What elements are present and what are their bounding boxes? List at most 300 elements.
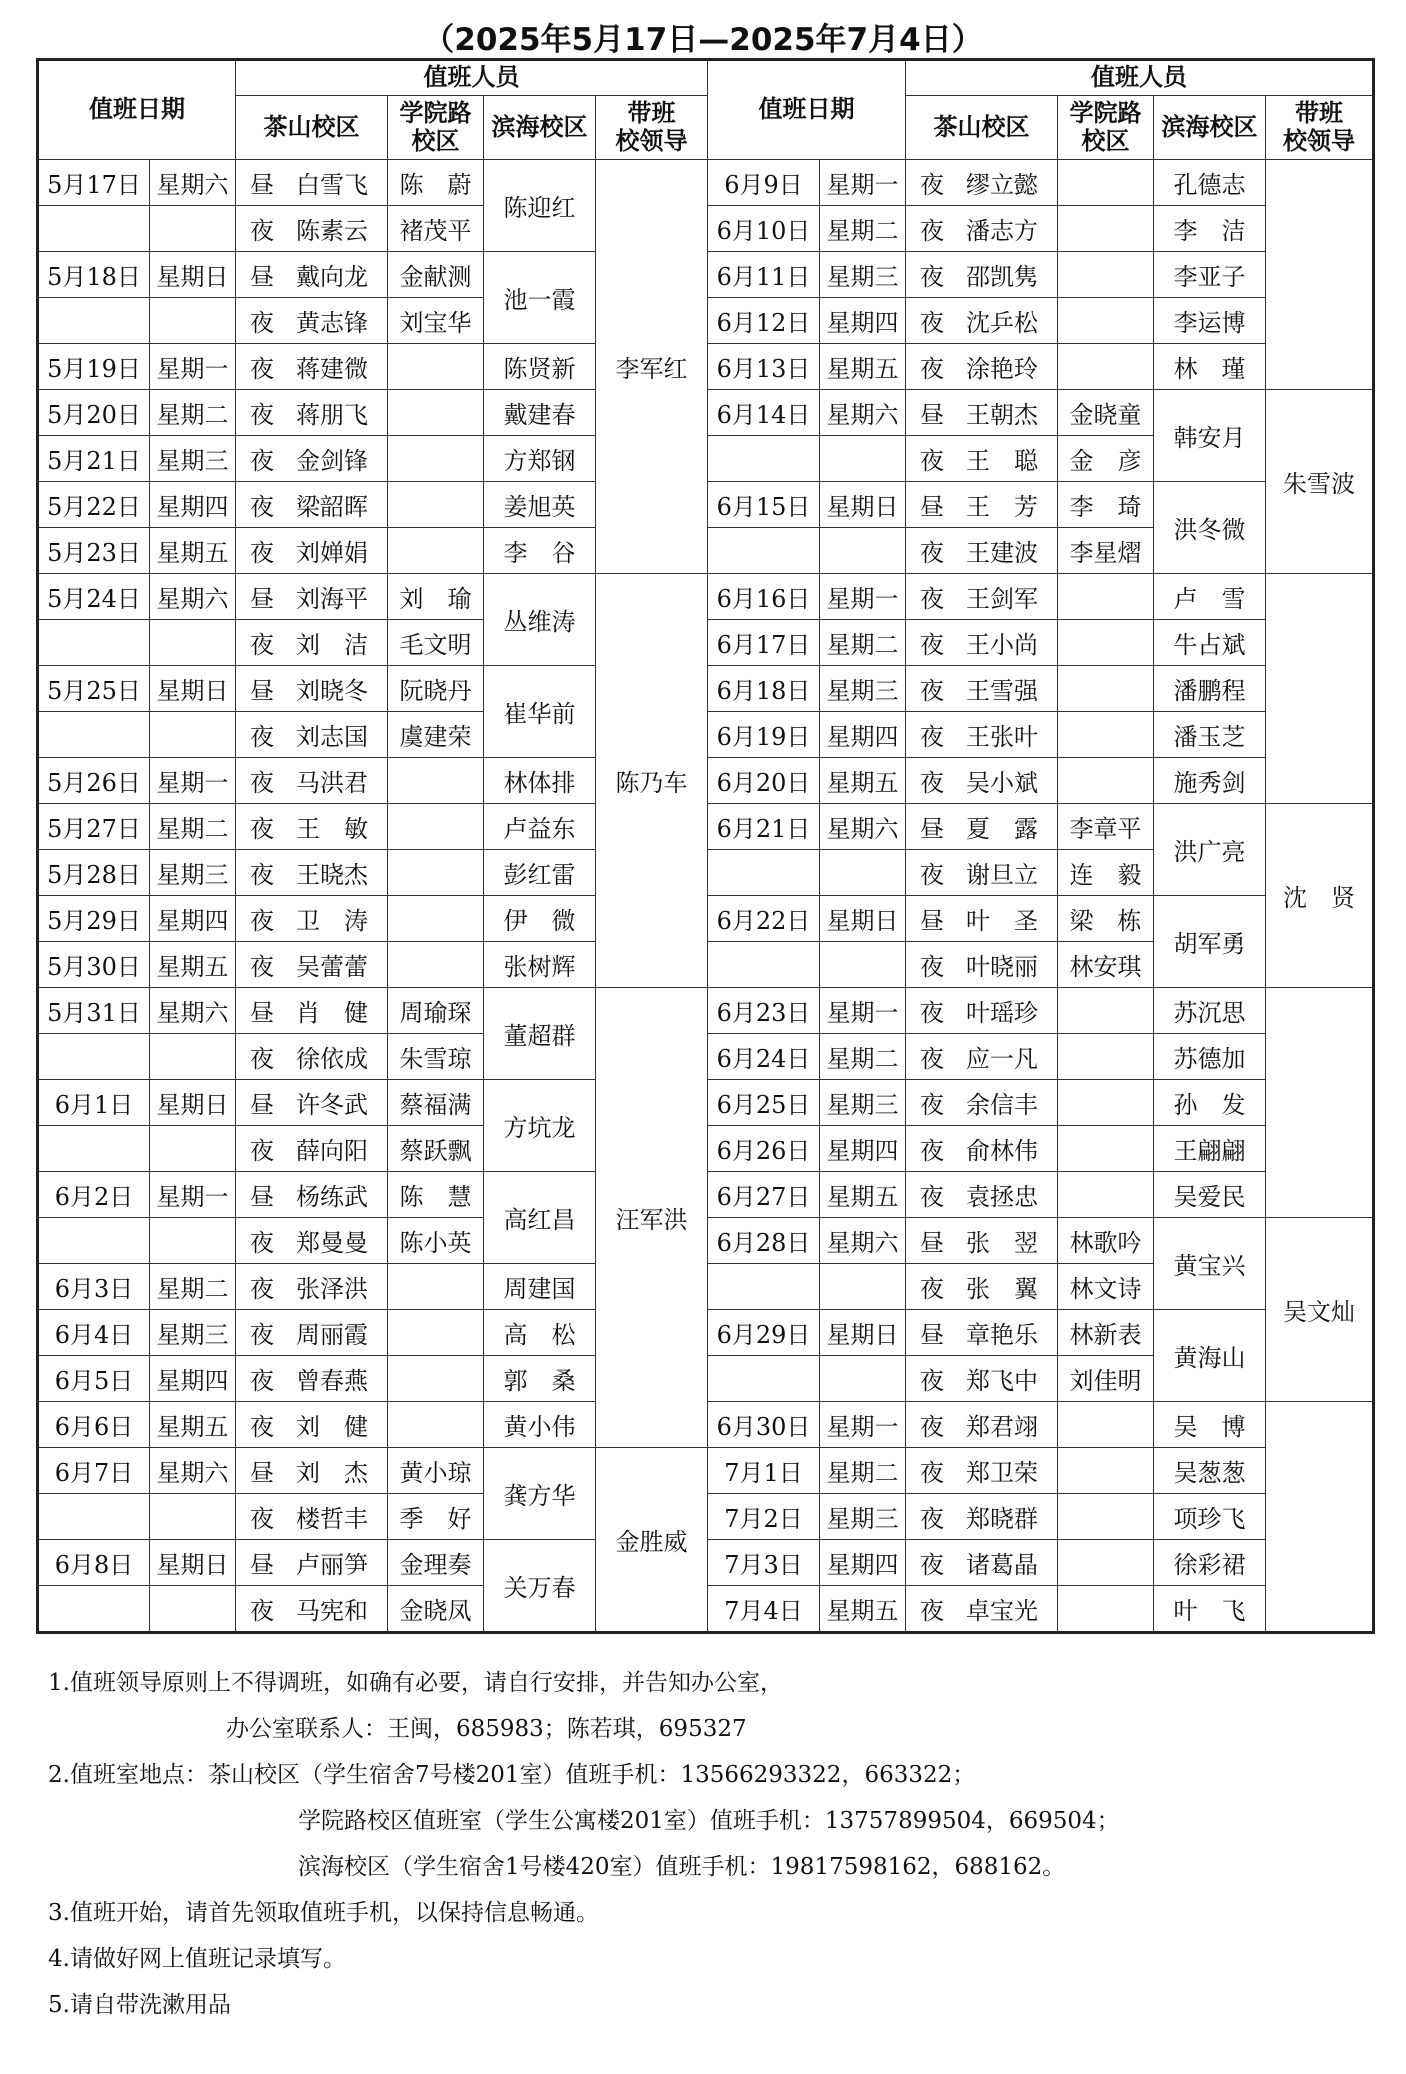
left-xueyuanlu-cell [388, 528, 484, 574]
right-xueyuanlu-cell [1058, 344, 1154, 390]
left-chashan-cell [236, 988, 388, 1034]
notes-section [48, 1660, 1368, 2028]
staff-name: 王晓杰 [296, 861, 368, 889]
left-xueyuanlu-cell [388, 344, 484, 390]
left-weekday-cell: 星期六 [150, 160, 236, 206]
staff-name: 涂艳玲 [966, 355, 1038, 383]
shift-label: 夜 [250, 309, 274, 337]
right-date-cell: 6月14日 [708, 390, 820, 436]
left-date-cell [38, 206, 150, 252]
left-binhai-cell: 关万春 [484, 1540, 596, 1633]
right-xueyuanlu-cell [1058, 206, 1154, 252]
header-binhai-right: 滨海校区 [1154, 96, 1266, 160]
shift-label: 夜 [920, 1183, 944, 1211]
staff-name: 王剑军 [966, 585, 1038, 613]
left-xueyuanlu-cell: 周瑜琛 [388, 988, 484, 1034]
left-xueyuanlu-cell: 金献测 [388, 252, 484, 298]
left-chashan-cell [236, 160, 388, 206]
shift-label: 夜 [920, 769, 944, 797]
right-weekday-cell: 星期四 [820, 1540, 906, 1586]
staff-name: 刘 健 [296, 1413, 368, 1441]
right-chashan-cell [906, 758, 1058, 804]
staff-name: 郑君翊 [966, 1413, 1038, 1441]
right-date-cell: 6月29日 [708, 1310, 820, 1356]
staff-name: 张 翼 [966, 1275, 1038, 1303]
right-binhai-cell: 李 洁 [1154, 206, 1266, 252]
left-date-cell: 5月24日 [38, 574, 150, 620]
left-chashan-cell [236, 1310, 388, 1356]
left-xueyuanlu-cell: 毛文明 [388, 620, 484, 666]
right-weekday-cell: 星期五 [820, 1586, 906, 1633]
right-xueyuanlu-cell [1058, 1494, 1154, 1540]
staff-name: 潘志方 [966, 217, 1038, 245]
right-binhai-cell: 李运博 [1154, 298, 1266, 344]
right-date-cell: 6月18日 [708, 666, 820, 712]
left-chashan-cell [236, 482, 388, 528]
staff-name: 王雪强 [966, 677, 1038, 705]
left-date-cell [38, 1494, 150, 1540]
right-xueyuanlu-cell: 李 琦 [1058, 482, 1154, 528]
right-leader-cell [1266, 988, 1374, 1218]
left-chashan-cell [236, 620, 388, 666]
right-date-cell: 6月26日 [708, 1126, 820, 1172]
shift-label: 昼 [250, 1091, 274, 1119]
left-weekday-cell: 星期日 [150, 252, 236, 298]
shift-label: 夜 [920, 999, 944, 1027]
left-weekday-cell: 星期四 [150, 482, 236, 528]
right-date-cell: 7月3日 [708, 1540, 820, 1586]
right-chashan-cell [906, 666, 1058, 712]
right-chashan-cell [906, 988, 1058, 1034]
left-binhai-cell: 彭红雷 [484, 850, 596, 896]
left-binhai-cell: 丛维涛 [484, 574, 596, 666]
left-date-cell: 5月19日 [38, 344, 150, 390]
right-weekday-cell: 星期一 [820, 160, 906, 206]
left-chashan-cell [236, 666, 388, 712]
left-chashan-cell [236, 344, 388, 390]
shift-label: 夜 [250, 723, 274, 751]
right-weekday-cell: 星期二 [820, 1448, 906, 1494]
staff-name: 应一凡 [966, 1045, 1038, 1073]
right-chashan-cell [906, 390, 1058, 436]
left-xueyuanlu-cell [388, 482, 484, 528]
left-weekday-cell [150, 206, 236, 252]
note-line: 办公室联系人：王闽，685983；陈若琪，695327 [226, 1716, 747, 1742]
header-duty-staff-left: 值班人员 [236, 60, 708, 96]
left-binhai-cell: 陈贤新 [484, 344, 596, 390]
left-chashan-cell [236, 252, 388, 298]
shift-label: 夜 [250, 217, 274, 245]
left-date-cell: 6月5日 [38, 1356, 150, 1402]
page-title: （2025年5月17日—2025年7月4日） [423, 22, 983, 58]
right-weekday-cell [820, 942, 906, 988]
right-date-cell: 7月2日 [708, 1494, 820, 1540]
left-binhai-cell: 高 松 [484, 1310, 596, 1356]
shift-label: 昼 [920, 1321, 944, 1349]
left-weekday-cell: 星期日 [150, 1080, 236, 1126]
left-binhai-cell: 高红昌 [484, 1172, 596, 1264]
left-chashan-cell [236, 1494, 388, 1540]
right-weekday-cell: 星期一 [820, 988, 906, 1034]
right-chashan-cell [906, 574, 1058, 620]
staff-name: 余信丰 [966, 1091, 1038, 1119]
staff-name: 王朝杰 [966, 401, 1038, 429]
staff-name: 俞林伟 [966, 1137, 1038, 1165]
right-leader-cell: 吴文灿 [1266, 1218, 1374, 1402]
left-weekday-cell: 星期一 [150, 758, 236, 804]
staff-name: 徐依成 [296, 1045, 368, 1073]
shift-label: 夜 [920, 1505, 944, 1533]
right-binhai-cell: 韩安月 [1154, 390, 1266, 482]
shift-label: 夜 [920, 1367, 944, 1395]
right-date-cell: 6月22日 [708, 896, 820, 942]
right-date-cell: 6月21日 [708, 804, 820, 850]
shift-label: 夜 [250, 631, 274, 659]
left-weekday-cell [150, 298, 236, 344]
right-weekday-cell: 星期三 [820, 1494, 906, 1540]
left-xueyuanlu-cell: 虞建荣 [388, 712, 484, 758]
right-chashan-cell [906, 1494, 1058, 1540]
left-binhai-cell: 方郑钢 [484, 436, 596, 482]
right-weekday-cell: 星期三 [820, 1080, 906, 1126]
shift-label: 夜 [250, 1321, 274, 1349]
table-row [38, 160, 1374, 206]
right-weekday-cell: 星期二 [820, 620, 906, 666]
right-xueyuanlu-cell [1058, 160, 1154, 206]
left-binhai-cell: 陈迎红 [484, 160, 596, 252]
right-chashan-cell [906, 160, 1058, 206]
left-chashan-cell [236, 712, 388, 758]
staff-name: 马洪君 [296, 769, 368, 797]
right-binhai-cell: 李亚子 [1154, 252, 1266, 298]
staff-name: 郑晓群 [966, 1505, 1038, 1533]
staff-name: 袁拯忠 [966, 1183, 1038, 1211]
staff-name: 缪立懿 [966, 171, 1038, 199]
right-xueyuanlu-cell [1058, 1540, 1154, 1586]
staff-name: 马宪和 [296, 1597, 368, 1625]
left-xueyuanlu-cell: 刘 瑜 [388, 574, 484, 620]
left-date-cell [38, 1586, 150, 1633]
left-weekday-cell: 星期三 [150, 1310, 236, 1356]
right-chashan-cell [906, 1172, 1058, 1218]
right-weekday-cell: 星期日 [820, 1310, 906, 1356]
left-date-cell: 5月25日 [38, 666, 150, 712]
right-xueyuanlu-cell [1058, 620, 1154, 666]
left-xueyuanlu-cell: 阮晓丹 [388, 666, 484, 712]
header-duty-date-right: 值班日期 [708, 60, 906, 160]
shift-label: 夜 [920, 861, 944, 889]
right-leader-cell: 沈 贤 [1266, 804, 1374, 988]
shift-label: 昼 [250, 1551, 274, 1579]
shift-label: 昼 [250, 999, 274, 1027]
right-xueyuanlu-cell [1058, 1126, 1154, 1172]
right-date-cell: 6月28日 [708, 1218, 820, 1264]
right-chashan-cell [906, 1356, 1058, 1402]
left-date-cell: 5月21日 [38, 436, 150, 482]
right-date-cell: 6月23日 [708, 988, 820, 1034]
shift-label: 夜 [920, 171, 944, 199]
right-xueyuanlu-cell [1058, 1586, 1154, 1633]
note-line: 滨海校区（学生宿舍1号楼420室）值班手机：19817598162，688162。 [298, 1854, 1066, 1880]
right-chashan-cell [906, 1402, 1058, 1448]
table-row [38, 574, 1374, 620]
right-weekday-cell: 星期一 [820, 1402, 906, 1448]
left-chashan-cell [236, 390, 388, 436]
right-weekday-cell: 星期四 [820, 1126, 906, 1172]
right-weekday-cell: 星期五 [820, 344, 906, 390]
staff-name: 诸葛晶 [966, 1551, 1038, 1579]
staff-name: 王 芳 [966, 493, 1038, 521]
right-xueyuanlu-cell: 林安琪 [1058, 942, 1154, 988]
left-date-cell [38, 1034, 150, 1080]
staff-name: 叶瑶珍 [966, 999, 1038, 1027]
staff-name: 郑飞中 [966, 1367, 1038, 1395]
shift-label: 夜 [250, 769, 274, 797]
staff-name: 许冬武 [296, 1091, 368, 1119]
left-date-cell [38, 620, 150, 666]
shift-label: 夜 [920, 1597, 944, 1625]
shift-label: 夜 [250, 815, 274, 843]
shift-label: 夜 [250, 907, 274, 935]
right-date-cell: 6月13日 [708, 344, 820, 390]
staff-name: 王张叶 [966, 723, 1038, 751]
note-line: 1.值班领导原则上不得调班，如确有必要，请自行安排，并告知办公室， [48, 1670, 783, 1696]
left-weekday-cell: 星期日 [150, 666, 236, 712]
left-chashan-cell [236, 1264, 388, 1310]
shift-label: 夜 [250, 953, 274, 981]
left-chashan-cell [236, 298, 388, 344]
right-weekday-cell: 星期二 [820, 1034, 906, 1080]
left-date-cell: 5月18日 [38, 252, 150, 298]
right-xueyuanlu-cell [1058, 1448, 1154, 1494]
shift-label: 夜 [920, 1275, 944, 1303]
right-xueyuanlu-cell: 林新表 [1058, 1310, 1154, 1356]
right-binhai-cell: 叶 飞 [1154, 1586, 1266, 1633]
staff-name: 肖 健 [296, 999, 368, 1027]
left-weekday-cell: 星期四 [150, 896, 236, 942]
left-weekday-cell [150, 1218, 236, 1264]
left-date-cell: 5月28日 [38, 850, 150, 896]
left-chashan-cell [236, 1586, 388, 1633]
right-xueyuanlu-cell [1058, 252, 1154, 298]
left-date-cell: 6月1日 [38, 1080, 150, 1126]
right-date-cell: 7月1日 [708, 1448, 820, 1494]
shift-label: 昼 [250, 171, 274, 199]
left-xueyuanlu-cell: 陈 慧 [388, 1172, 484, 1218]
shift-label: 夜 [250, 401, 274, 429]
right-chashan-cell [906, 1264, 1058, 1310]
left-chashan-cell [236, 1034, 388, 1080]
right-date-cell: 6月20日 [708, 758, 820, 804]
shift-label: 夜 [920, 1459, 944, 1487]
right-weekday-cell [820, 528, 906, 574]
left-weekday-cell: 星期五 [150, 942, 236, 988]
left-binhai-cell: 姜旭英 [484, 482, 596, 528]
right-chashan-cell [906, 1448, 1058, 1494]
right-binhai-cell: 孔德志 [1154, 160, 1266, 206]
left-weekday-cell: 星期四 [150, 1356, 236, 1402]
left-xueyuanlu-cell [388, 390, 484, 436]
left-binhai-cell: 伊 微 [484, 896, 596, 942]
header-chashan-left: 茶山校区 [236, 96, 388, 160]
staff-name: 夏 露 [966, 815, 1038, 843]
staff-name: 张 翌 [966, 1229, 1038, 1257]
header-binhai-left: 滨海校区 [484, 96, 596, 160]
staff-name: 沈乒松 [966, 309, 1038, 337]
right-xueyuanlu-cell: 李星熠 [1058, 528, 1154, 574]
staff-name: 吴小斌 [966, 769, 1038, 797]
right-xueyuanlu-cell [1058, 1172, 1154, 1218]
shift-label: 夜 [920, 309, 944, 337]
staff-name: 蒋建微 [296, 355, 368, 383]
note-line: 学院路校区值班室（学生公寓楼201室）值班手机：13757899504，669504； [298, 1808, 1120, 1834]
shift-label: 夜 [250, 1367, 274, 1395]
left-chashan-cell [236, 896, 388, 942]
left-chashan-cell [236, 804, 388, 850]
right-leader-cell: 朱雪波 [1266, 390, 1374, 574]
staff-name: 刘志国 [296, 723, 368, 751]
shift-label: 昼 [920, 815, 944, 843]
left-date-cell [38, 1126, 150, 1172]
left-date-cell: 6月4日 [38, 1310, 150, 1356]
right-chashan-cell [906, 252, 1058, 298]
shift-label: 夜 [920, 631, 944, 659]
left-binhai-cell: 龚方华 [484, 1448, 596, 1540]
staff-name: 白雪飞 [296, 171, 368, 199]
left-date-cell [38, 298, 150, 344]
staff-name: 刘 洁 [296, 631, 368, 659]
right-xueyuanlu-cell: 李章平 [1058, 804, 1154, 850]
left-xueyuanlu-cell [388, 1310, 484, 1356]
right-date-cell: 7月4日 [708, 1586, 820, 1633]
left-date-cell: 5月26日 [38, 758, 150, 804]
right-date-cell [708, 528, 820, 574]
left-date-cell: 5月30日 [38, 942, 150, 988]
left-weekday-cell [150, 1586, 236, 1633]
right-binhai-cell: 黄海山 [1154, 1310, 1266, 1402]
shift-label: 夜 [250, 447, 274, 475]
right-date-cell: 6月10日 [708, 206, 820, 252]
right-date-cell: 6月9日 [708, 160, 820, 206]
right-xueyuanlu-cell: 林歌吟 [1058, 1218, 1154, 1264]
left-xueyuanlu-cell [388, 1402, 484, 1448]
right-binhai-cell: 吴葱葱 [1154, 1448, 1266, 1494]
left-chashan-cell [236, 1080, 388, 1126]
right-weekday-cell: 星期日 [820, 482, 906, 528]
right-weekday-cell: 星期四 [820, 712, 906, 758]
right-chashan-cell [906, 298, 1058, 344]
right-weekday-cell: 星期三 [820, 252, 906, 298]
left-xueyuanlu-cell: 金晓凤 [388, 1586, 484, 1633]
right-xueyuanlu-cell: 林文诗 [1058, 1264, 1154, 1310]
right-binhai-cell: 孙 发 [1154, 1080, 1266, 1126]
staff-name: 王 敏 [296, 815, 368, 843]
right-xueyuanlu-cell: 金 彦 [1058, 436, 1154, 482]
right-date-cell: 6月27日 [708, 1172, 820, 1218]
left-binhai-cell: 张树辉 [484, 942, 596, 988]
left-xueyuanlu-cell: 蔡福满 [388, 1080, 484, 1126]
left-weekday-cell [150, 712, 236, 758]
right-chashan-cell [906, 620, 1058, 666]
staff-name: 王 聪 [966, 447, 1038, 475]
left-date-cell [38, 712, 150, 758]
left-binhai-cell: 李 谷 [484, 528, 596, 574]
staff-name: 刘 杰 [296, 1459, 368, 1487]
shift-label: 夜 [920, 1551, 944, 1579]
left-date-cell: 5月27日 [38, 804, 150, 850]
right-chashan-cell [906, 482, 1058, 528]
right-chashan-cell [906, 1034, 1058, 1080]
right-xueyuanlu-cell [1058, 988, 1154, 1034]
staff-name: 刘婵娟 [296, 539, 368, 567]
right-weekday-cell: 星期六 [820, 804, 906, 850]
left-chashan-cell [236, 1448, 388, 1494]
right-chashan-cell [906, 1586, 1058, 1633]
right-leader-cell [1266, 574, 1374, 804]
staff-name: 郑卫荣 [966, 1459, 1038, 1487]
right-chashan-cell [906, 850, 1058, 896]
right-date-cell: 6月17日 [708, 620, 820, 666]
left-date-cell: 6月2日 [38, 1172, 150, 1218]
shift-label: 昼 [920, 493, 944, 521]
left-xueyuanlu-cell [388, 758, 484, 804]
staff-name: 王小尚 [966, 631, 1038, 659]
left-chashan-cell [236, 1402, 388, 1448]
note-line: 4.请做好网上值班记录填写。 [48, 1946, 346, 1972]
right-binhai-cell: 苏德加 [1154, 1034, 1266, 1080]
left-weekday-cell [150, 1126, 236, 1172]
shift-label: 夜 [920, 447, 944, 475]
left-date-cell: 6月3日 [38, 1264, 150, 1310]
right-weekday-cell: 星期日 [820, 896, 906, 942]
right-xueyuanlu-cell [1058, 1080, 1154, 1126]
left-weekday-cell: 星期二 [150, 390, 236, 436]
left-weekday-cell: 星期六 [150, 574, 236, 620]
shift-label: 夜 [250, 1275, 274, 1303]
shift-label: 夜 [920, 723, 944, 751]
staff-name: 周丽霞 [296, 1321, 368, 1349]
left-leader-cell: 金胜威 [596, 1448, 708, 1633]
right-binhai-cell: 施秀剑 [1154, 758, 1266, 804]
staff-name: 章艳乐 [966, 1321, 1038, 1349]
left-xueyuanlu-cell [388, 436, 484, 482]
left-xueyuanlu-cell: 金理奏 [388, 1540, 484, 1586]
right-binhai-cell: 苏沉思 [1154, 988, 1266, 1034]
shift-label: 夜 [920, 677, 944, 705]
right-xueyuanlu-cell [1058, 574, 1154, 620]
left-chashan-cell [236, 528, 388, 574]
left-weekday-cell: 星期日 [150, 1540, 236, 1586]
left-binhai-cell: 周建国 [484, 1264, 596, 1310]
staff-name: 吴蕾蕾 [296, 953, 368, 981]
right-xueyuanlu-cell [1058, 1034, 1154, 1080]
right-date-cell [708, 436, 820, 482]
left-date-cell: 5月23日 [38, 528, 150, 574]
right-xueyuanlu-cell [1058, 1402, 1154, 1448]
header-chashan-right: 茶山校区 [906, 96, 1058, 160]
header-xueyuanlu-left: 学院路 校区 [388, 96, 484, 160]
left-binhai-cell: 林体排 [484, 758, 596, 804]
right-date-cell: 6月19日 [708, 712, 820, 758]
shift-label: 夜 [920, 355, 944, 383]
duty-schedule-table [36, 58, 1375, 1634]
shift-label: 夜 [920, 953, 944, 981]
left-weekday-cell: 星期二 [150, 804, 236, 850]
right-chashan-cell [906, 896, 1058, 942]
right-date-cell: 6月16日 [708, 574, 820, 620]
left-chashan-cell [236, 436, 388, 482]
shift-label: 昼 [920, 401, 944, 429]
